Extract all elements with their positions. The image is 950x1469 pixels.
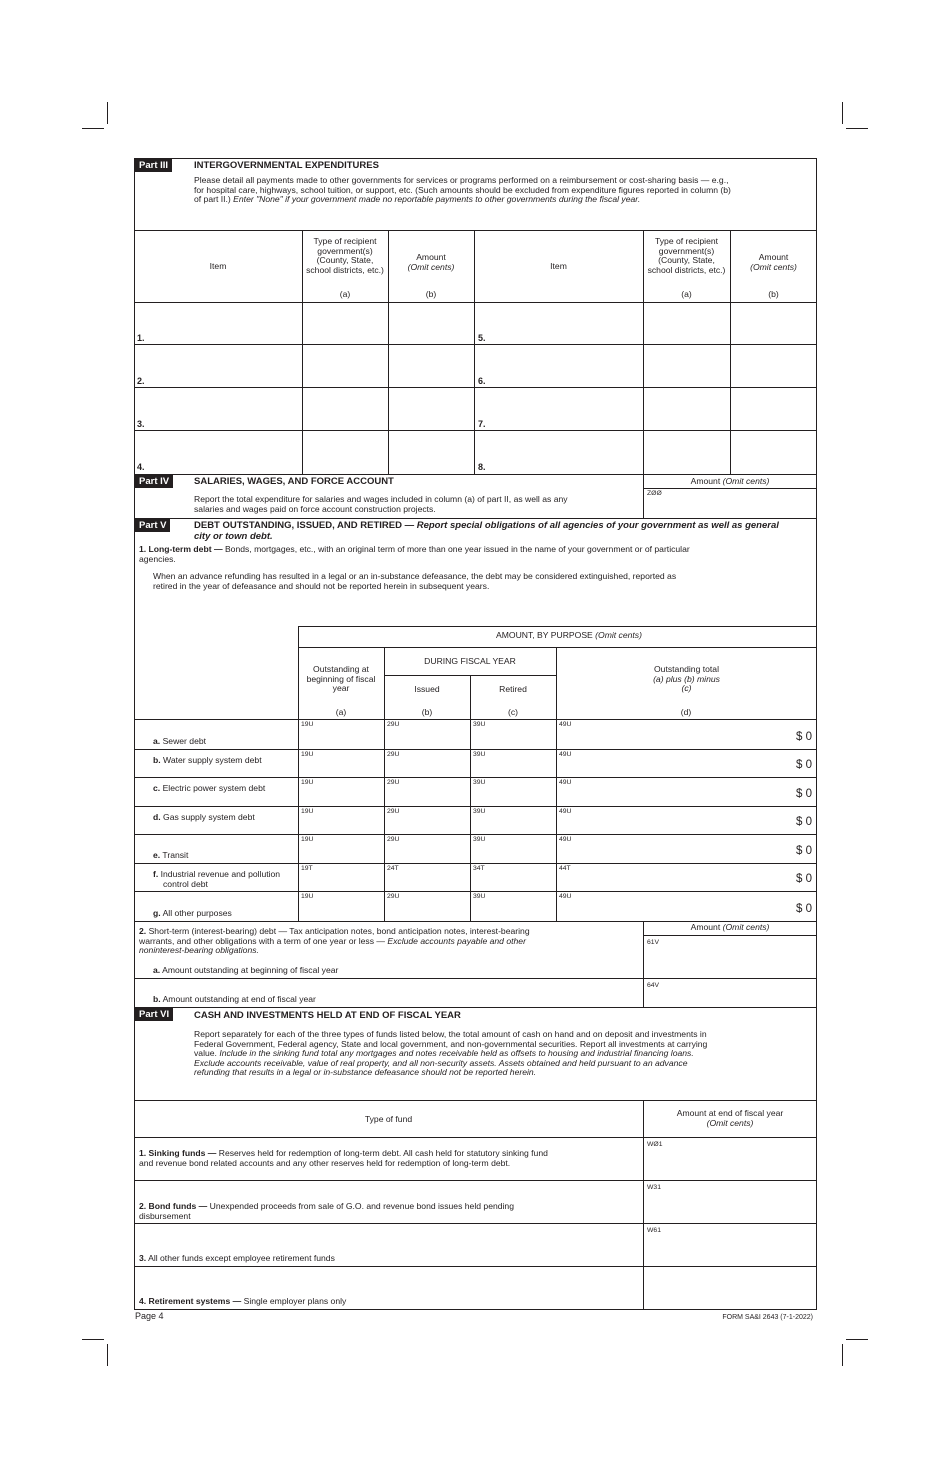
field-code: 29U [387, 893, 400, 900]
debt-amount-input[interactable] [471, 835, 556, 863]
column-letter-a: (a) [681, 289, 692, 299]
debt-total-value: $ 0 [796, 788, 812, 800]
crop-mark [82, 128, 104, 129]
field-code: 49U [559, 721, 572, 728]
column-letter-c: (c) [507, 707, 519, 717]
column-letter-a: (a) [335, 707, 347, 717]
part-tag: Part IV [135, 475, 173, 488]
field-code: 44T [559, 865, 571, 872]
column-header-issued: Issued [414, 684, 440, 694]
row-number: 1. [137, 333, 145, 343]
debt-amount-input[interactable] [471, 778, 556, 806]
amount-header: Amount (Omit cents) [690, 476, 770, 486]
debt-amount-input[interactable] [385, 778, 470, 806]
short-term-row-b: b. Amount outstanding at end of fiscal year [153, 994, 316, 1004]
field-code: 39U [473, 779, 486, 786]
sinking-funds-amount-input[interactable] [644, 1138, 817, 1180]
section-instructions: Please detail all payments made to other governments for services or programs performed on a reimbursement or cost-sharing basis — e.g., for hospital care, highways, school tuition, or support, etc. (Such amounts should be excluded from expenditure figures reported in column (b) of part II.) Enter "None" if your government made no reportable payments to other governments during the fiscal year. [194, 175, 731, 205]
debt-row-label: f. Industrial revenue and pollution control debt [153, 869, 281, 889]
amount-input[interactable] [731, 303, 817, 344]
field-code: 39U [473, 836, 486, 843]
bond-funds-amount-input[interactable] [644, 1181, 817, 1223]
retirement-systems-amount-input[interactable] [644, 1267, 817, 1309]
field-code: 19U [301, 808, 314, 815]
debt-amount-input[interactable] [385, 807, 470, 834]
row-number: 7. [478, 419, 486, 429]
debt-amount-input[interactable] [471, 864, 556, 891]
column-header-retired: Retired [499, 684, 527, 694]
debt-row-label: d. Gas supply system debt [153, 812, 255, 822]
field-code: W31 [647, 1184, 661, 1191]
short-term-end-input[interactable] [644, 979, 817, 1007]
debt-amount-input[interactable] [299, 750, 384, 777]
column-letter-d: (d) [680, 707, 692, 717]
debt-total-value: $ 0 [796, 731, 812, 743]
field-code: 49U [559, 808, 572, 815]
field-code: W61 [647, 1227, 661, 1234]
field-code: 49U [559, 751, 572, 758]
debt-amount-input[interactable] [299, 807, 384, 834]
field-code: 61V [647, 939, 660, 946]
debt-row-label: g. All other purposes [153, 908, 232, 918]
field-code: 19U [301, 721, 314, 728]
debt-total-value: $ 0 [796, 845, 812, 857]
debt-row-label: c. Electric power system debt [153, 783, 266, 793]
field-code: 29U [387, 808, 400, 815]
column-header-recipient-type: Type of recipient government(s) (County, State, school districts, etc.) [306, 236, 384, 275]
column-letter-b: (b) [421, 707, 433, 717]
debt-amount-input[interactable] [385, 835, 470, 863]
field-code: 34T [473, 865, 485, 872]
debt-amount-input[interactable] [471, 720, 556, 749]
field-code: 39U [473, 721, 486, 728]
field-code: 19U [301, 836, 314, 843]
amount-input[interactable] [389, 303, 474, 344]
column-header-outstanding-total: Outstanding total (a) plus (b) minus (c) [653, 664, 720, 694]
crop-mark [107, 1344, 108, 1366]
field-code: 19U [301, 893, 314, 900]
amount-by-purpose-header: AMOUNT, BY PURPOSE (Omit cents) [496, 630, 642, 640]
section-title: SALARIES, WAGES, AND FORCE ACCOUNT [194, 476, 394, 487]
field-code: WØ1 [647, 1141, 663, 1148]
page-number: Page 4 [135, 1311, 164, 1321]
debt-total-value: $ 0 [796, 903, 812, 915]
amount-header: Amount (Omit cents) [690, 922, 770, 932]
debt-total-value: $ 0 [796, 759, 812, 771]
debt-total-value: $ 0 [796, 873, 812, 885]
field-code: 29U [387, 721, 400, 728]
short-term-begin-input[interactable] [644, 936, 817, 978]
row-number: 3. [137, 419, 145, 429]
recipient-type-input[interactable] [644, 303, 730, 344]
debt-amount-input[interactable] [299, 864, 384, 891]
retirement-systems-row: 4. Retirement systems — Single employer plans only [139, 1296, 347, 1306]
bond-funds-row: 2. Bond funds — Unexpended proceeds from sale of G.O. and revenue bond issues held pending disbursement [139, 1201, 514, 1221]
item-input[interactable] [135, 303, 302, 344]
advance-refunding-note: When an advance refunding has resulted in a legal or an in-substance defeasance, the debt may be considered extinguished, reported as retired in the year of defeasance and should not be reported herein in subsequent years. [153, 571, 677, 591]
field-code: 29U [387, 836, 400, 843]
sinking-funds-row: 1. Sinking funds — Reserves held for redemption of long-term debt. All cash held for statutory sinking fund and revenue bond related accounts and any other reserves held for redemption of long-term debt. [139, 1148, 548, 1168]
column-header-outstanding-begin: Outstanding at beginning of fiscal year [306, 664, 376, 694]
debt-amount-input[interactable] [385, 750, 470, 777]
section-title: DEBT OUTSTANDING, ISSUED, AND RETIRED — Report special obligations of all agencies of your government as well as general city or town debt. [194, 520, 779, 542]
item-input[interactable] [475, 303, 643, 344]
form-number: FORM SA&I 2643 (7-1-2022) [722, 1314, 813, 1321]
row-number: 5. [478, 333, 486, 343]
row-number: 6. [478, 376, 486, 386]
field-code: 29U [387, 751, 400, 758]
debt-amount-input[interactable] [385, 864, 470, 891]
field-code: 19T [301, 865, 313, 872]
field-code: ZØØ [647, 490, 662, 497]
crop-mark [107, 102, 108, 124]
debt-total-value: $ 0 [796, 816, 812, 828]
section-instructions: Report the total expenditure for salaries and wages included in column (a) of part II, as well as any salaries and wages paid on force account construction projects. [194, 494, 568, 514]
column-letter-a: (a) [339, 289, 351, 299]
part-tag: Part VI [135, 1008, 173, 1021]
debt-amount-input[interactable] [299, 835, 384, 863]
during-fiscal-year-header: DURING FISCAL YEAR [424, 656, 516, 666]
column-letter-b: (b) [768, 289, 779, 299]
salaries-amount-input[interactable] [644, 489, 817, 518]
debt-amount-input[interactable] [471, 892, 556, 921]
column-header-recipient-type: Type of recipient government(s) (County, State, school districts, etc.) [647, 236, 726, 275]
short-term-row-a: a. Amount outstanding at beginning of fiscal year [153, 965, 339, 975]
crop-mark [846, 128, 868, 129]
column-header-amount: Amount at end of fiscal year (Omit cents) [676, 1108, 784, 1128]
debt-row-label: a. Sewer debt [153, 736, 207, 746]
debt-amount-input[interactable] [471, 750, 556, 777]
recipient-type-input[interactable] [303, 303, 388, 344]
field-code: 49U [559, 836, 572, 843]
section-instructions: Report separately for each of the three types of funds listed below, the total amount of cash on hand and on deposit and investments in Federal Government, Federal agency, State and local government, and non-governmental securities. Report all investments at carrying value. Include in the sinking fund total any mortgages and notes receivable held as offsets to housing and industrial financing loans. Exclude accounts receivable, value of real property, and all non-security assets. Assets obtained and held pursuant to an advance refunding that results in a legal or in-substance defeasance should not be reported herein. [194, 1029, 708, 1078]
other-funds-amount-input[interactable] [644, 1224, 817, 1266]
crop-mark [842, 102, 843, 124]
debt-amount-input[interactable] [385, 720, 470, 749]
row-number: 2. [137, 376, 145, 386]
debt-amount-input[interactable] [299, 778, 384, 806]
part-tag: Part V [135, 519, 170, 532]
field-code: 39U [473, 808, 486, 815]
crop-mark [842, 1344, 843, 1366]
field-code: 49U [559, 893, 572, 900]
debt-amount-input[interactable] [385, 892, 470, 921]
column-header-item: Item [209, 261, 227, 271]
crop-mark [82, 1339, 104, 1340]
column-header-type-of-fund: Type of fund [364, 1114, 413, 1124]
column-letter-b: (b) [425, 289, 437, 299]
section-title: INTERGOVERNMENTAL EXPENDITURES [194, 160, 379, 171]
debt-amount-input[interactable] [471, 807, 556, 834]
debt-row-label: e. Transit [153, 850, 189, 860]
column-header-amount: Amount (Omit cents) [407, 252, 455, 272]
other-funds-row: 3. All other funds except employee retirement funds [139, 1253, 335, 1263]
field-code: 19U [301, 751, 314, 758]
crop-mark [846, 1339, 868, 1340]
debt-amount-input[interactable] [299, 720, 384, 749]
column-header-item: Item [550, 261, 567, 271]
short-term-debt-description: 2. Short-term (interest-bearing) debt — Tax anticipation notes, bond anticipation notes, interest-bearing warrants, and other obligations with a term of one year or less — Exclude accounts payable and other noninterest-bearing obligations. [139, 926, 530, 956]
long-term-debt-description: 1. Long-term debt — Bonds, mortgages, etc., with an original term of more than one year issued in the name of your government or of particular agencies. [139, 544, 690, 564]
part-tag: Part III [135, 159, 172, 172]
row-number: 4. [137, 462, 145, 472]
field-code: 39U [473, 893, 486, 900]
field-code: 49U [559, 779, 572, 786]
field-code: 24T [387, 865, 399, 872]
row-number: 8. [478, 462, 486, 472]
field-code: 29U [387, 779, 400, 786]
field-code: 39U [473, 751, 486, 758]
debt-amount-input[interactable] [299, 892, 384, 921]
debt-row-label: b. Water supply system debt [153, 755, 262, 765]
section-title: CASH AND INVESTMENTS HELD AT END OF FISCAL YEAR [194, 1010, 461, 1021]
column-header-amount: Amount (Omit cents) [750, 252, 797, 272]
field-code: 19U [301, 779, 314, 786]
field-code: 64V [647, 982, 660, 989]
